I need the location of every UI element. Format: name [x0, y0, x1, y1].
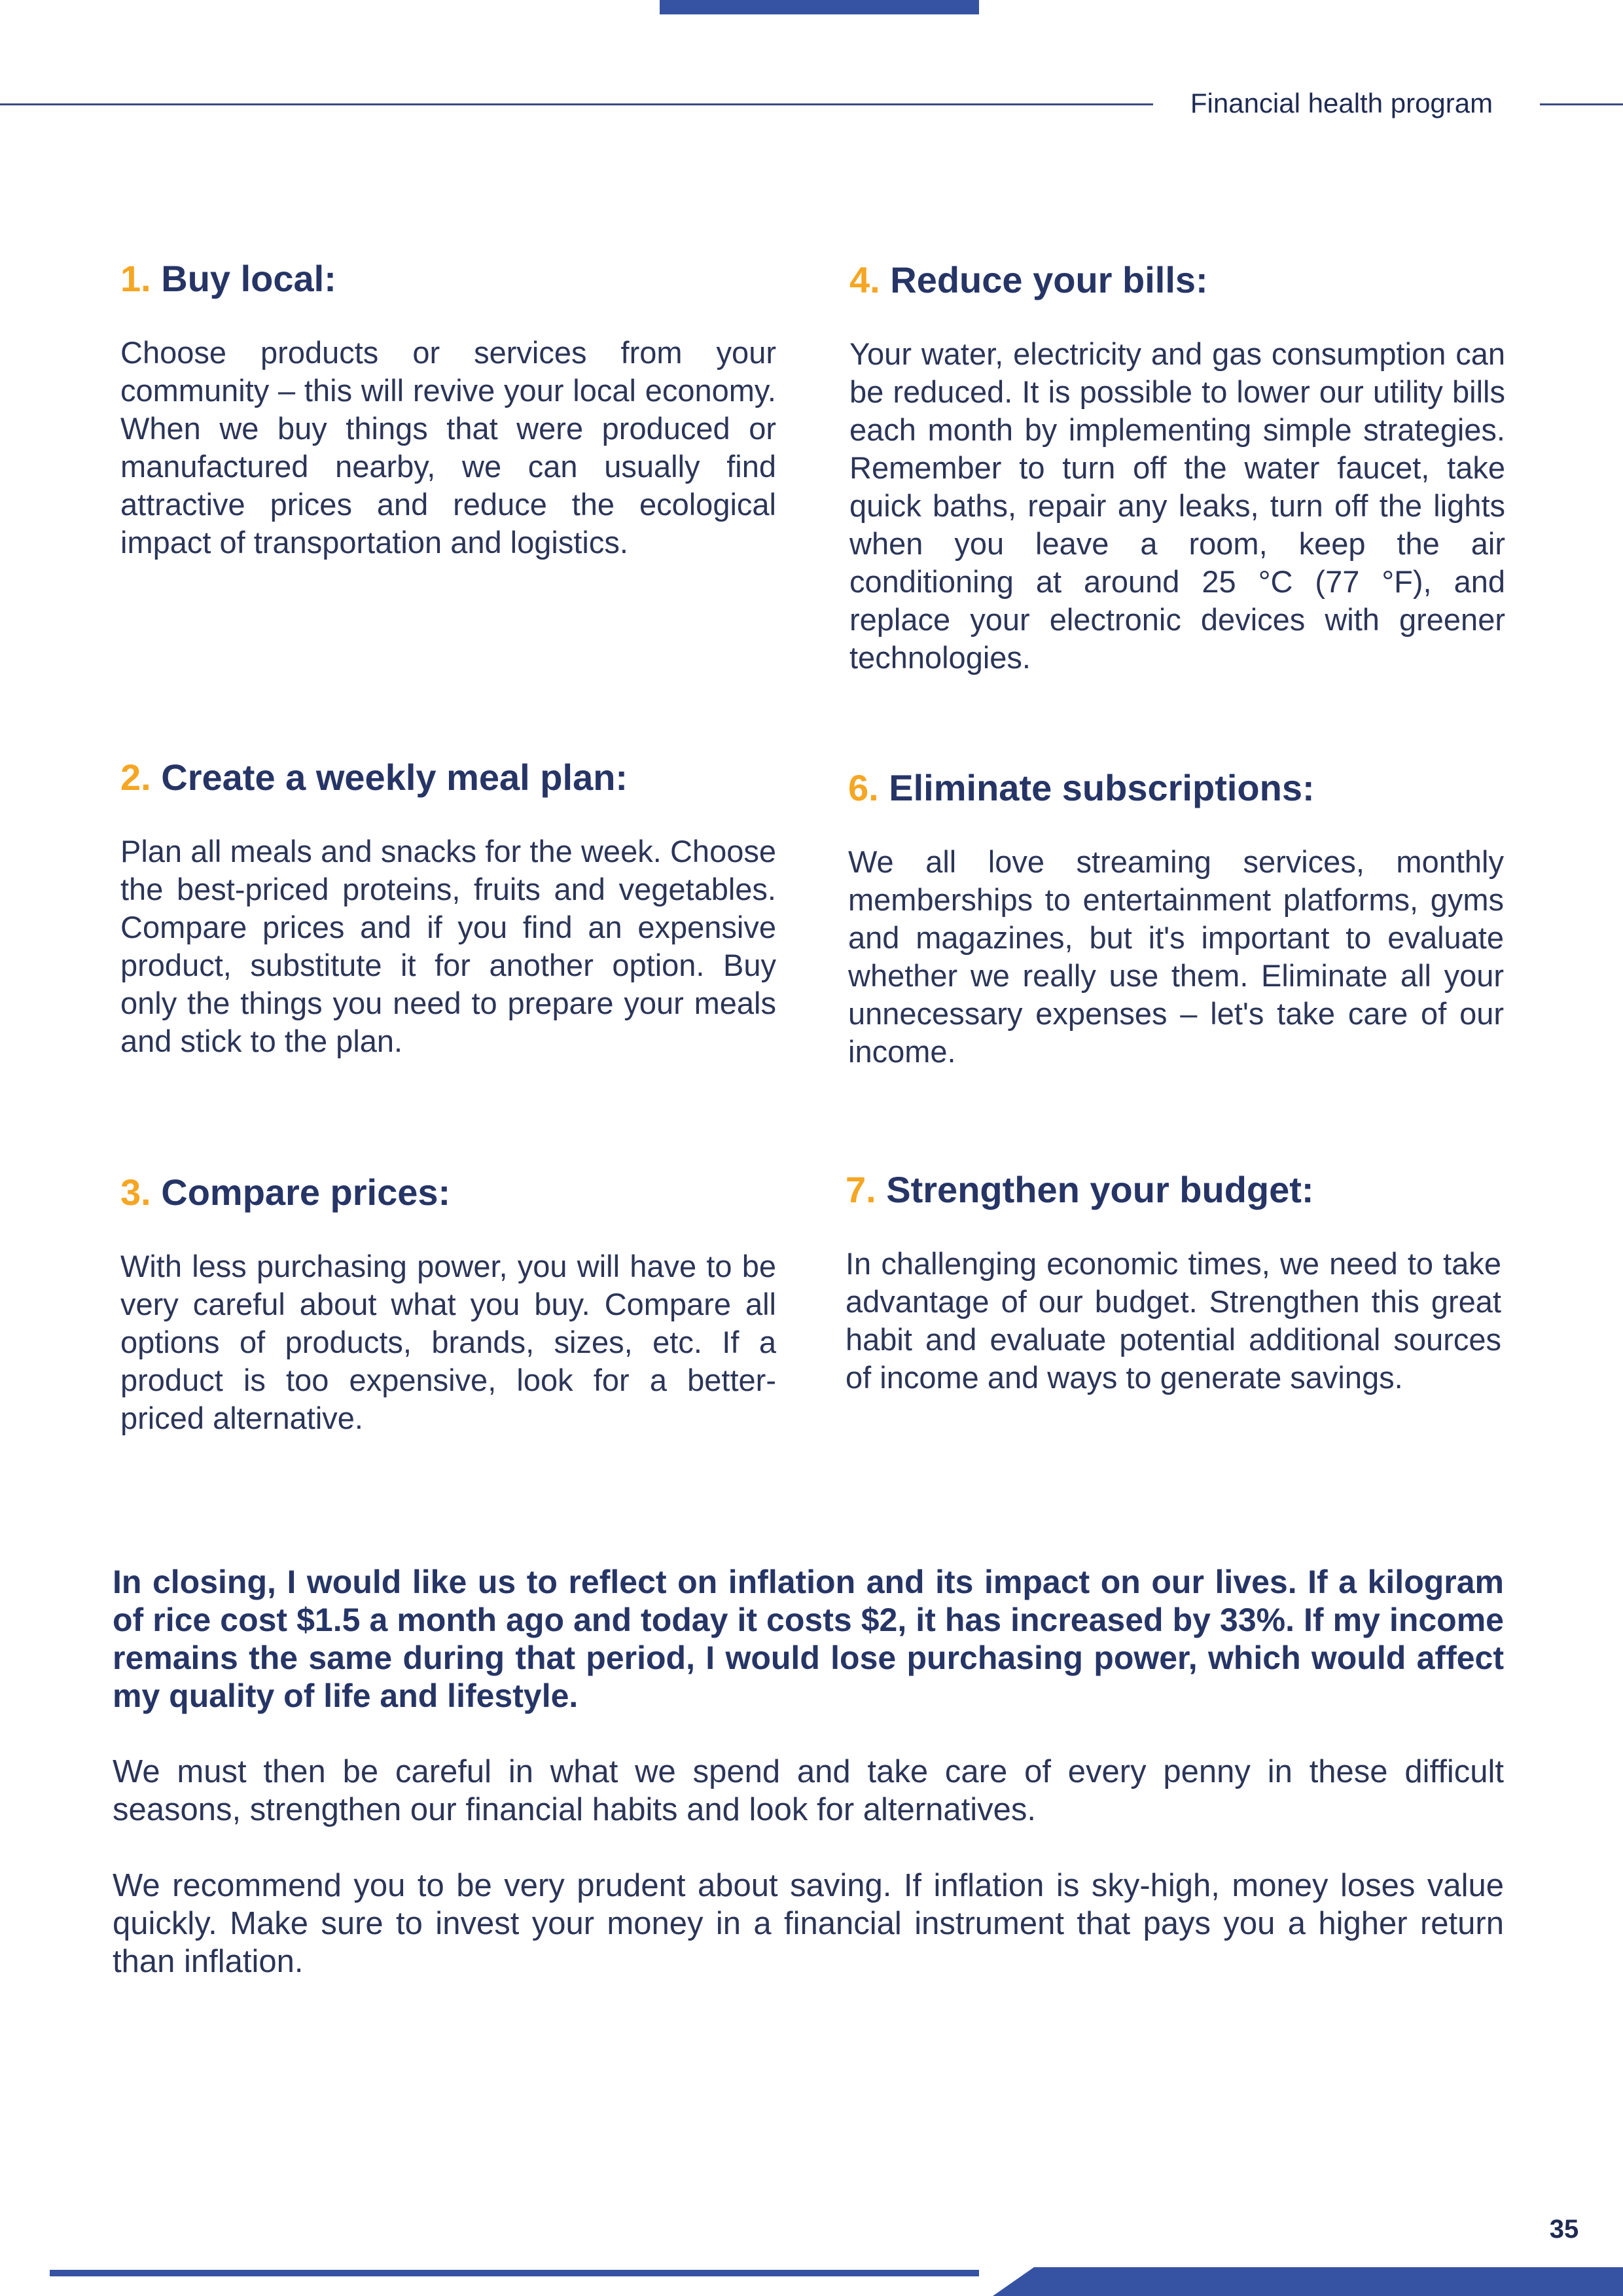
section-title: Compare prices: — [161, 1172, 451, 1213]
section-title: Reduce your bills: — [890, 259, 1208, 300]
section-title: Eliminate subscriptions: — [889, 767, 1315, 808]
running-header: Financial health program — [1190, 88, 1493, 118]
section-title: Buy local: — [161, 258, 336, 299]
section-body: Choose products or services from your community – this will revive your local economy. When we buy things that were produced or manufactured nearby, we can usually find attractive prices and reduce the ecological impact of transportation and logistics. — [120, 335, 776, 560]
section-number: 6. — [848, 767, 879, 808]
section-body: Plan all meals and snacks for the week. Choose the best-priced proteins, fruits and vegetables. Compare prices and if you find an expensive product, substitute it for another option. Buy only the things you need to prepare your meals and stick to the plan. — [120, 834, 776, 1058]
section-number: 3. — [120, 1172, 151, 1213]
section-body: Your water, electricity and gas consumption can be reduced. It is possible to lower our utility bills each month by implementing simple strategies. Remember to turn off the water faucet, take quick baths, repair any leaks, turn off the lights when you leave a room, keep the air conditioning at around 25 °C (77 °F), and replace your electronic devices with greener technologies. — [849, 336, 1505, 675]
page-number: 35 — [1549, 2215, 1579, 2244]
closing-statement: In closing, I would like us to reflect on inflation and its impact on our lives. If a kilogram of rice cost $1.5 a month ago and today it costs $2, it has increased by 33%. If my income remains the same during that period, I would lose purchasing power, which would affect my quality of life and lifestyle. — [113, 1564, 1504, 1714]
section-body: With less purchasing power, you will have to be very careful about what you buy. Compare all options of products, brands, sizes, etc. If a product is too expensive, look for a better-priced alternative. — [120, 1249, 776, 1435]
section-number: 1. — [120, 258, 151, 299]
section-title: Strengthen your budget: — [886, 1169, 1314, 1210]
section-body: In challenging economic times, we need to take advantage of our budget. Strengthen this great habit and evaluate potential additional sources of income and ways to generate savings. — [846, 1246, 1501, 1395]
section-number: 7. — [846, 1169, 876, 1210]
closing-paragraph: We recommend you to be very prudent about saving. If inflation is sky-high, money loses value quickly. Make sure to invest your money in a financial instrument that pays you a higher return than inflation. — [113, 1868, 1504, 1979]
section-body: We all love streaming services, monthly memberships to entertainment platforms, gyms and magazines, but it's important to evaluate whether we really use them. Eliminate all your unnecessary expenses – let's take care of our income. — [848, 844, 1504, 1069]
section-number: 4. — [849, 259, 880, 300]
section-number: 2. — [120, 757, 151, 798]
closing-paragraph: We must then be careful in what we spend and take care of every penny in these difficult seasons, strengthen our financial habits and look for alternatives. — [113, 1754, 1504, 1827]
section-title: Create a weekly meal plan: — [161, 757, 628, 798]
